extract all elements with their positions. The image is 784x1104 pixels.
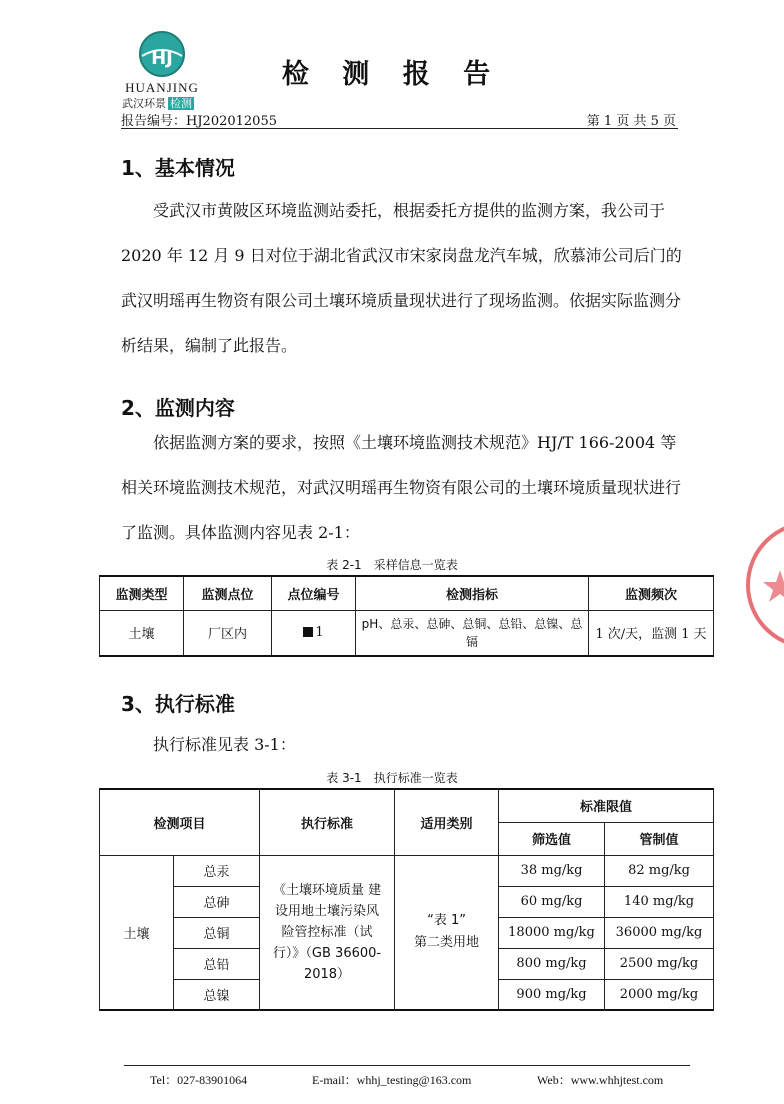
logo-chinese-name: 武汉环景 检测 bbox=[122, 97, 192, 110]
monitor-location-cell: 厂区内 bbox=[184, 610, 272, 656]
table-header-cell: 管制值 bbox=[605, 822, 714, 855]
table-header-cell: 点位编号 bbox=[272, 576, 356, 610]
footer-tel: Tel：027-83901064 bbox=[150, 1073, 248, 1087]
control-value-cell: 36000 mg/kg bbox=[605, 917, 714, 948]
table-2-1-caption: 表 2-1 采样信息一览表 bbox=[326, 558, 458, 572]
section-3-body: 执行标准见表 3-1： bbox=[153, 735, 296, 754]
logo-english-name: HUANJING bbox=[125, 80, 199, 95]
item-name-cell: 总砷 bbox=[174, 886, 260, 917]
screen-value-cell: 800 mg/kg bbox=[499, 948, 605, 979]
section-3-heading: 3、执行标准 bbox=[121, 692, 235, 716]
footer-email: E-mail：whhj_testing@163.com bbox=[312, 1073, 472, 1087]
section-2-body: 依据监测方案的要求，按照《土壤环境监测技术规范》HJ/T 166-2004 等相关环境监测技术规范，对武汉明瑶再生物资有限公司的土壤环境质量现状进行了监测。具体监测内容见表 2-1： bbox=[121, 433, 682, 542]
point-number-cell: 1 bbox=[272, 610, 356, 656]
footer-divider bbox=[124, 1065, 690, 1066]
item-name-cell: 总汞 bbox=[174, 855, 260, 886]
point-marker-icon bbox=[303, 627, 313, 637]
table-row bbox=[100, 610, 714, 656]
table-header-cell: 监测点位 bbox=[184, 576, 272, 610]
indicators-cell: pH、总汞、总砷、总铜、总铅、总镍、总镉 bbox=[356, 610, 589, 656]
control-value-cell: 140 mg/kg bbox=[605, 886, 714, 917]
standards-table bbox=[99, 788, 714, 1011]
control-value-cell: 2000 mg/kg bbox=[605, 979, 714, 1010]
screen-value-cell: 60 mg/kg bbox=[499, 886, 605, 917]
item-name-cell: 总铜 bbox=[174, 917, 260, 948]
medium-cell: 土壤 bbox=[100, 855, 174, 1010]
table-3-1-caption: 表 3-1 执行标准一览表 bbox=[326, 771, 458, 785]
svg-text:HJ: HJ bbox=[151, 48, 173, 69]
control-value-cell: 2500 mg/kg bbox=[605, 948, 714, 979]
page-number: 第 1 页 共 5 页 bbox=[586, 114, 676, 129]
control-value-cell: 82 mg/kg bbox=[605, 855, 714, 886]
report-number: 报告编号：HJ202012055 bbox=[121, 114, 277, 129]
header-divider bbox=[121, 128, 678, 129]
table-header-cell: 标准限值 bbox=[499, 789, 714, 822]
sampling-info-table bbox=[99, 575, 714, 657]
category-cell: “表 1” 第二类用地 bbox=[395, 855, 499, 1010]
monitor-type-cell: 土壤 bbox=[100, 610, 184, 656]
item-name-cell: 总镍 bbox=[174, 979, 260, 1010]
screen-value-cell: 900 mg/kg bbox=[499, 979, 605, 1010]
table-header-cell: 适用类别 bbox=[395, 789, 499, 855]
footer-web: Web：www.whhjtest.com bbox=[537, 1073, 664, 1087]
document-title: 检 测 报 告 bbox=[281, 59, 503, 90]
table-header-cell: 检测项目 bbox=[100, 789, 260, 855]
standard-cell: 《土壤环境质量 建设用地土壤污染风险管控标准（试行）》（GB 36600-2018） bbox=[260, 855, 395, 1010]
table-header-cell: 检测指标 bbox=[356, 576, 589, 610]
table-header-cell: 筛选值 bbox=[499, 822, 605, 855]
section-2-heading: 2、监测内容 bbox=[121, 396, 235, 420]
screen-value-cell: 18000 mg/kg bbox=[499, 917, 605, 948]
table-header-cell: 监测类型 bbox=[100, 576, 184, 610]
table-header-cell: 监测频次 bbox=[589, 576, 714, 610]
seal-stamp-icon bbox=[740, 490, 784, 680]
table-header-cell: 执行标准 bbox=[260, 789, 395, 855]
section-1-body: 受武汉市黄陂区环境监测站委托，根据委托方提供的监测方案，我公司于 2020 年 12 月 9 日对位于湖北省武汉市宋家岗盘龙汽车城，欣慕沛公司后门的武汉明瑶再生物资有限公司土壤环境质量现状进行了现场监测。依据实际监测分析结果，编制了此报告。 bbox=[121, 201, 682, 355]
table-row bbox=[100, 855, 714, 886]
item-name-cell: 总铅 bbox=[174, 948, 260, 979]
frequency-cell: 1 次/天，监测 1 天 bbox=[589, 610, 714, 656]
section-1-heading: 1、基本情况 bbox=[121, 156, 235, 180]
screen-value-cell: 38 mg/kg bbox=[499, 855, 605, 886]
